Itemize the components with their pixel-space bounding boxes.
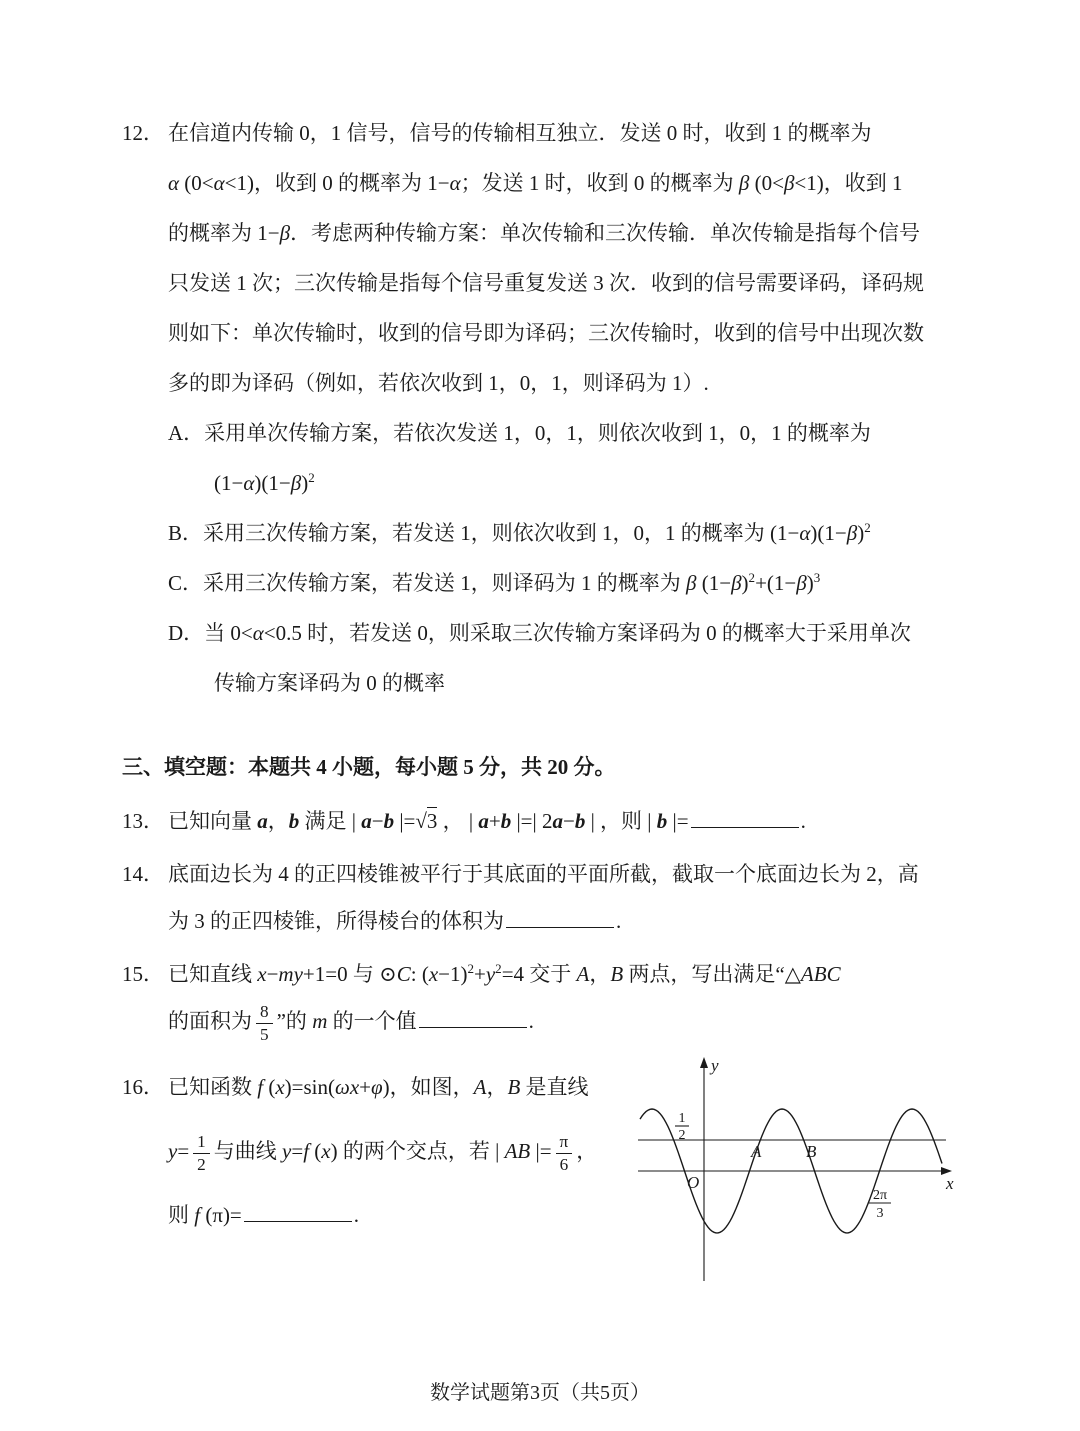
question-16 (122, 1055, 962, 1305)
question-12-line: 则如下：单次传输时，收到的信号即为译码；三次传输时，收到的信号中出现次数 (168, 321, 924, 345)
question-16-number: 16． (122, 1075, 164, 1099)
figure-half-denominator: 2 (678, 1128, 686, 1143)
question-16-line: 则 f (π)= . (168, 1203, 360, 1227)
section-3-header: 三、填空题：本题共 4 小题，每小题 5 分，共 20 分。 (122, 755, 616, 779)
question-12-number: 12． (122, 121, 164, 145)
figure-tick-denominator: 3 (876, 1206, 884, 1221)
question-15 (122, 951, 962, 1045)
question-15-line: 的面积为 $\frac{8}{5}$ ”的 m 的一个值 . (168, 1001, 534, 1044)
question-12-line (122, 108, 962, 158)
question-12-line: 的概率为 1−β．考虑两种传输方案：单次传输和三次传输．单次传输是指每个信号 (168, 221, 921, 245)
q16-figure (632, 1049, 962, 1287)
figure-y-label: y (711, 1056, 719, 1075)
figure-tick-numerator: 2π (872, 1188, 888, 1203)
question-15-line (122, 951, 962, 998)
question-14 (122, 851, 962, 945)
page-footer: 数学试题第3页（共5页） (430, 1382, 650, 1404)
question-13 (122, 798, 962, 845)
option-d: D．当 0<α<0.5 时，若发送 0，则采取三次传输方案译码为 0 的概率大于采用单次 (168, 621, 911, 645)
question-12-line: 只发送 1 次；三次传输是指每个信号重复发送 3 次．收到的信号需要译码，译码规 (168, 271, 924, 295)
option-a: A．采用单次传输方案，若依次发送 1，0，1，则依次收到 1，0，1 的概率为 (168, 421, 871, 445)
question-13-number: 13． (122, 809, 164, 833)
question-12-text: 在信道内传输 0，1 信号，信号的传输相互独立．发送 0 时，收到 1 的概率为 (168, 121, 872, 145)
option-b: B．采用三次传输方案，若发送 1，则依次收到 1，0，1 的概率为 $(1-\alpha)(1-\beta)^2$ (168, 520, 871, 545)
question-14-number: 14． (122, 862, 164, 886)
question-16-line: y= $\frac{1}{2}$ 与曲线 y=f (x) 的两个交点，若 | AB |= $\frac{\pi}{6}$ ， (168, 1131, 598, 1174)
question-16-text: 已知函数 f (x)=sin(ωx+φ)，如图，A，B 是直线 (168, 1075, 589, 1099)
question-14-text: 底面边长为 4 的正四棱锥被平行于其底面的平面所截，截取一个底面边长为 2，高 (168, 862, 919, 886)
option-a-formula: $(1-\alpha)(1-\beta)^2$ (214, 470, 315, 495)
question-13-line (122, 798, 962, 845)
exam-content (122, 108, 962, 1305)
figure-x-label: x (946, 1174, 954, 1193)
question-12 (122, 108, 962, 708)
question-15-text: 已知直线 x−my+1=0 与 ⊙C: $(x-1)^2+y^2=4$ 交于 A，B 两点，写出满足“△ABC (168, 961, 841, 986)
y-axis-arrow (700, 1057, 708, 1068)
figure-origin-label: O (687, 1173, 700, 1192)
figure-point-a-label: A (751, 1142, 762, 1161)
option-d-continued: 传输方案译码为 0 的概率 (214, 671, 445, 695)
question-14-line (122, 851, 962, 898)
question-13-text: 已知向量 a，b 满足 | a−b |=√3 ， | a+b |=| 2a−b | ，则 | b |= . (168, 809, 806, 833)
question-12-line: α (0<α<1)，收到 0 的概率为 1−α；发送 1 时，收到 0 的概率为 β (0<β<1)，收到 1 (168, 171, 903, 195)
question-14-line: 为 3 的正四棱锥，所得棱台的体积为 . (168, 909, 622, 933)
question-12-line: 多的即为译码（例如，若依次收到 1，0，1，则译码为 1）. (168, 371, 709, 395)
question-15-number: 15． (122, 962, 164, 986)
option-c: C．采用三次传输方案，若发送 1，则译码为 1 的概率为 β $(1-\beta)^2+(1-\beta)^3$ (168, 570, 821, 595)
figure-point-b-label: B (806, 1142, 817, 1161)
figure-half-numerator: 1 (678, 1111, 686, 1126)
